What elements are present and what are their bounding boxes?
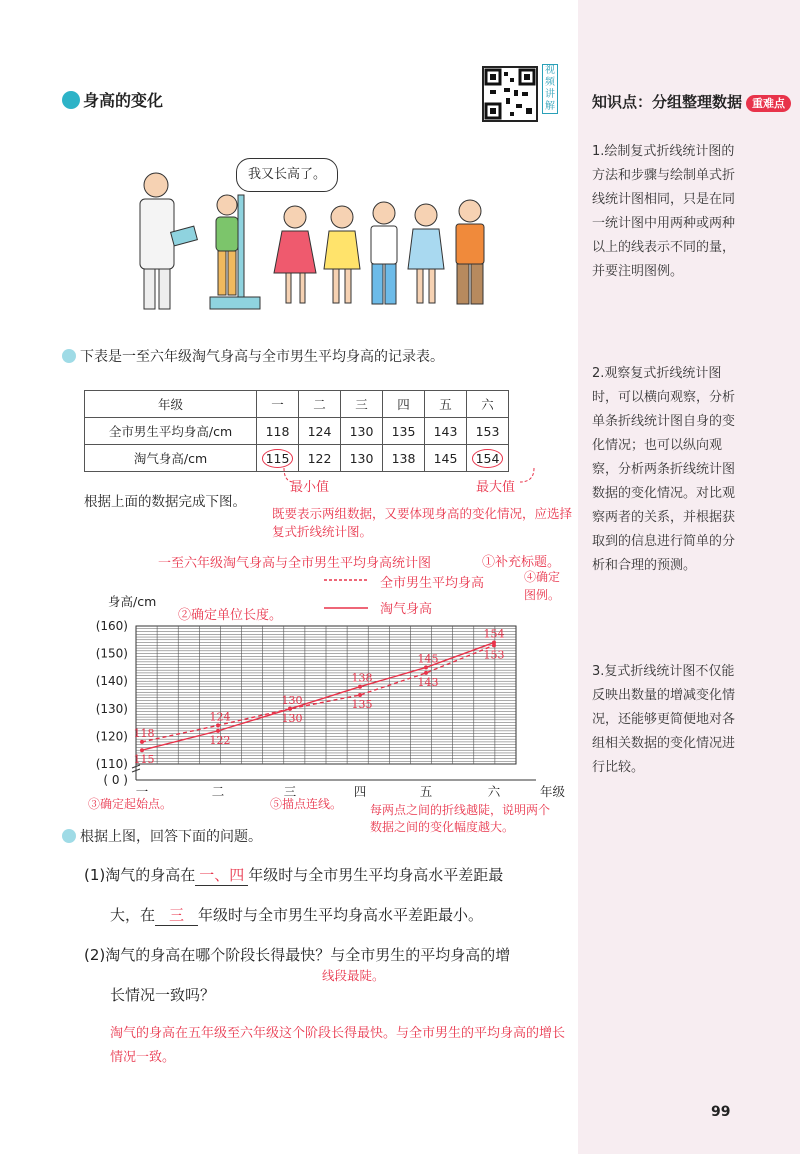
classroom-illustration	[130, 165, 510, 315]
video-explain-label[interactable]: 视频讲解	[542, 64, 558, 114]
legend-swatches	[316, 578, 376, 618]
question-1-line-2: 大，在 三 年级时与全市男生平均身高水平差距最小。	[110, 906, 484, 924]
data-label: 124	[209, 710, 231, 724]
data-point	[140, 748, 144, 752]
table-cell: 143	[425, 418, 467, 445]
y-tick-label: (140)	[95, 674, 128, 689]
slope-note: 每两点之间的折线越陡，说明两个数据之间的变化幅度越大。	[370, 803, 551, 834]
line-chart	[80, 614, 566, 804]
min-value-note: 最小值	[290, 480, 330, 495]
bullet-icon	[62, 349, 76, 363]
table-cell: 淘气身高/cm	[85, 445, 257, 472]
chart-instruction: 根据上面的数据完成下图。	[84, 494, 246, 510]
data-label: 130	[281, 711, 303, 725]
table-cell: 124	[299, 418, 341, 445]
step-2-note: ②确定单位长度。	[178, 608, 283, 623]
y-tick-label: ( 0 )	[103, 773, 128, 787]
table-cell: 五	[425, 391, 467, 418]
table-row	[85, 418, 509, 445]
data-point	[216, 729, 220, 733]
x-axis-label: 年级	[540, 784, 566, 799]
data-point	[358, 685, 362, 689]
table-cell: 138	[383, 445, 425, 472]
max-value-circle: 154	[472, 449, 504, 468]
data-label: 130	[281, 693, 303, 707]
min-value-circle: 115	[262, 449, 294, 468]
height-record-table	[84, 390, 509, 472]
height-scale	[210, 195, 260, 309]
chart-series	[134, 628, 505, 767]
series-line	[142, 643, 494, 751]
sidebar-point-3: 3.复式折线统计图不仅能反映出数量的增减变化情况，还能够更简便地对各组相关数据的变化情况进行比较。	[592, 664, 736, 775]
step-4-note: ④确定图例。	[524, 570, 561, 602]
table-cell: 153	[467, 418, 509, 445]
qr-code-icon[interactable]	[482, 66, 538, 122]
answer-blank-2[interactable]: 三	[155, 904, 198, 926]
legend-series-2: 淘气身高	[380, 602, 433, 617]
max-value-note: 最大值	[476, 480, 516, 495]
data-point	[288, 707, 292, 711]
data-label: 154	[483, 627, 505, 641]
table-row	[85, 391, 509, 418]
note-arrows	[270, 466, 570, 490]
doctor-figure	[140, 173, 197, 309]
table-cell: 四	[383, 391, 425, 418]
question-2-line-2: 长情况一致吗？	[110, 986, 216, 1004]
x-tick-label: 六	[487, 784, 501, 799]
data-point	[140, 740, 144, 744]
data-label: 153	[483, 648, 505, 662]
data-label: 118	[133, 726, 155, 740]
page-number: 99	[711, 1104, 731, 1120]
table-cell: 一	[257, 391, 299, 418]
table-cell: 118	[257, 418, 299, 445]
data-point	[492, 641, 496, 645]
chart-title: 一至六年级淘气身高与全市男生平均身高统计图	[158, 556, 432, 571]
y-axis-label: 身高/cm	[108, 594, 157, 609]
step-3-note: ③确定起始点。	[88, 797, 173, 811]
legend-series-1: 全市男生平均身高	[380, 576, 485, 591]
x-tick-label: 五	[419, 784, 433, 799]
table-cell: 145	[425, 445, 467, 472]
data-label: 122	[209, 733, 231, 747]
data-point	[358, 693, 362, 697]
table-cell: 六	[467, 391, 509, 418]
student-girl-3	[408, 204, 444, 303]
question-2-answer: 淘气的身高在五年级至六年级这个阶段长得最快。与全市男生的平均身高的增长情况一致。	[110, 1026, 566, 1065]
data-label: 115	[133, 753, 155, 767]
data-label: 138	[351, 671, 373, 685]
question-1-line-1: (1)淘气的身高在 一、四 年级时与全市男生平均身高水平差距最	[84, 866, 504, 884]
sidebar-title: 知识点：分组整理数据 重难点	[592, 90, 792, 114]
y-tick-label: (160)	[95, 619, 128, 633]
chart-legend	[316, 572, 526, 620]
data-point	[424, 665, 428, 669]
table-cell: 135	[383, 418, 425, 445]
x-tick-label: 一	[135, 784, 149, 799]
difficulty-badge: 重难点	[746, 95, 791, 112]
student-boy-1	[371, 202, 397, 304]
y-tick-label: (130)	[95, 701, 128, 716]
step-5-note: ⑤描点连线。	[270, 797, 343, 811]
table-cell: 二	[299, 391, 341, 418]
sidebar-point-2: 2.观察复式折线统计图时，可以横向观察，分析单条折线统计图自身的变化情况；也可以纵向观察，分析两条折线统计图数据的变化情况。对比观察两者的关系，并根据获取到的信息进行简单的分析和合理的预测。	[592, 366, 736, 573]
table-cell: 122	[299, 445, 341, 472]
chart-choice-note: 既要表示两组数据，又要体现身高的变化情况，应选择复式折线统计图。	[272, 506, 573, 539]
answer-blank-1[interactable]: 一、四	[195, 864, 248, 886]
y-axis-ticks	[96, 619, 128, 787]
table-cell: 全市男生平均身高/cm	[85, 418, 257, 445]
step-1-note: ①补充标题。	[482, 555, 561, 570]
speech-bubble: 我又长高了。	[236, 158, 338, 192]
table-cell: 130	[341, 445, 383, 472]
questions-heading: 根据上图，回答下面的问题。	[62, 826, 262, 846]
section-title: 身高的变化	[62, 88, 163, 111]
data-label: 145	[417, 652, 439, 666]
table-cell: 130	[341, 418, 383, 445]
x-tick-label: 三	[283, 784, 297, 799]
student-boy-2	[456, 200, 484, 304]
y-tick-label: (150)	[95, 646, 128, 661]
table-cell: 三	[341, 391, 383, 418]
intro-text: 下表是一至六年级淘气身高与全市男生平均身高的记录表。	[62, 346, 444, 366]
series-line	[142, 645, 494, 742]
section-icon	[62, 91, 80, 109]
steepest-note: 线段最陡。	[322, 968, 385, 983]
data-label: 135	[351, 698, 373, 711]
x-tick-label: 四	[353, 784, 367, 799]
student-girl-1	[274, 206, 316, 303]
table-cell: 年级	[85, 391, 257, 418]
x-tick-label: 二	[211, 784, 225, 799]
question-2-line-1: (2)淘气的身高在哪个阶段长得最快？与全市男生的平均身高的增	[84, 946, 511, 964]
y-tick-label: (120)	[95, 729, 128, 744]
bullet-icon	[62, 829, 76, 843]
data-point	[424, 671, 428, 675]
data-label: 143	[417, 675, 439, 689]
sidebar-point-1: 1.绘制复式折线统计图的方法和步骤与绘制单式折线统计图相同，只是在同一统计图中用两种或两种以上的线表示不同的量，并要注明图例。	[592, 144, 736, 279]
student-girl-2	[324, 206, 360, 303]
data-point	[216, 723, 220, 727]
y-tick-label: (110)	[95, 757, 128, 771]
x-axis-ticks	[136, 784, 501, 799]
